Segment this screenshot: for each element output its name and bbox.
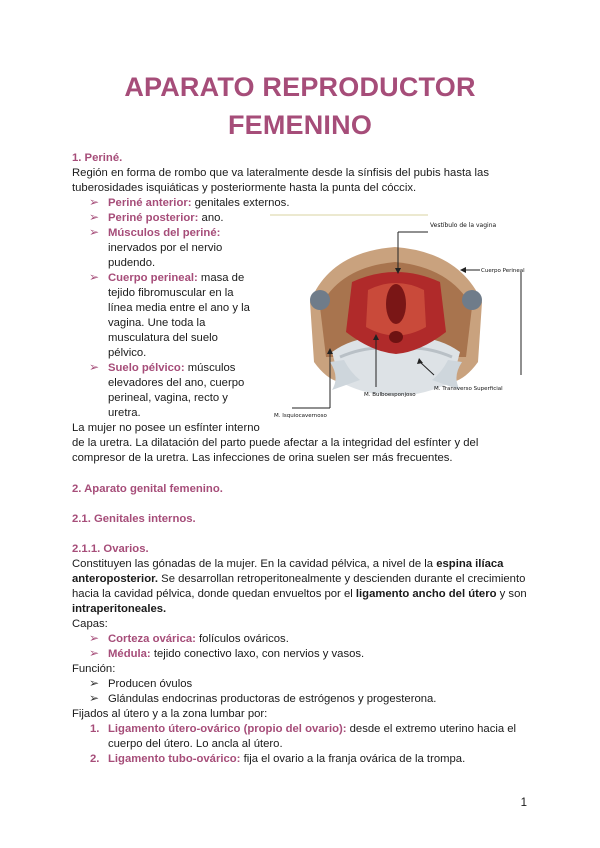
section-heading-aparato-genital: 2. Aparato genital femenino. (72, 483, 223, 495)
capas-label: Capas: (72, 618, 108, 630)
bullet-cuerpo-perineal: Cuerpo perineal: masa de (108, 272, 245, 284)
paragraph-line: cuerpo del útero. Lo ancla al útero. (108, 738, 283, 750)
figure-label-transverso: M. Transverso Superficial (434, 386, 503, 392)
paragraph-line: compresor de la uretra. Las infecciones de orina suelen ser más frecuentes. (72, 452, 453, 464)
bullet-perine-posterior: Periné posterior: ano. (108, 212, 224, 224)
bullet-arrow-outline-icon: ➢ (89, 691, 100, 705)
bullet-arrow-icon: ➢ (89, 631, 100, 645)
paragraph-line: elevadores del ano, cuerpo (108, 377, 245, 389)
paragraph-line: La mujer no posee un esfínter interno (72, 422, 260, 434)
bullet-arrow-icon: ➢ (89, 195, 100, 209)
paragraph-line: pélvico. (108, 347, 147, 359)
bullet-arrow-icon: ➢ (89, 360, 100, 374)
figure-label-bulboesponjoso: M. Bulboesponjoso (364, 392, 416, 398)
bullet-suelo-pelvico: Suelo pélvico: músculos (108, 362, 236, 374)
paragraph-line: vagina. Une toda la (108, 317, 206, 329)
document-title-line-2: FEMENINO (227, 110, 373, 140)
paragraph-line: perineal, vagina, recto y (108, 392, 228, 404)
bullet-producen-ovulos: Producen óvulos (108, 678, 193, 690)
perineum-anatomy-figure (270, 212, 530, 426)
bullet-arrow-icon: ➢ (89, 210, 100, 224)
bullet-arrow-outline-icon: ➢ (89, 676, 100, 690)
figure-label-isquiocavernoso: M. Isquiocavernoso (274, 413, 327, 419)
bullet-arrow-icon: ➢ (89, 646, 100, 660)
numbered-item-ligamento-tubo-ovarico: Ligamento tubo-ovárico: fija el ovario a la franja ovárica de la trompa. (108, 753, 466, 765)
bullet-arrow-icon: ➢ (89, 270, 100, 284)
paragraph-line: de la uretra. La dilatación del parto puede afectar a la integridad del esfínter y del (72, 437, 479, 449)
paragraph-line: anteroposterior. Se desarrollan retroperitonealmente y descienden durante el crecimiento (72, 573, 526, 585)
bullet-glandulas-endocrinas: Glándulas endocrinas productoras de estrógenos y progesterona. (108, 693, 437, 705)
funcion-label: Función: (72, 663, 116, 675)
paragraph-line: Fijados al útero y a la zona lumbar por: (72, 708, 268, 720)
paragraph-line: tejido fibromuscular en la (108, 287, 234, 299)
bullet-medula: Médula: tejido conectivo laxo, con nervios y vasos. (108, 648, 365, 660)
numbered-item-ligamento-utero-ovarico: Ligamento útero-ovárico (propio del ovario): desde el extremo uterino hacia el (108, 723, 517, 735)
paragraph-line: línea media entre el ano y la (108, 302, 250, 314)
paragraph-line: Constituyen las gónadas de la mujer. En la cavidad pélvica, a nivel de la espina ilíaca (72, 558, 504, 570)
list-number: 1. (90, 723, 100, 735)
paragraph-line: hacia la cavidad pélvica, donde quedan envueltos por el ligamento ancho del útero y son (72, 588, 527, 600)
section-heading-perine: 1. Periné. (72, 152, 123, 164)
paragraph-line: uretra. (108, 407, 141, 419)
bullet-musculos-perine: Músculos del periné: (108, 227, 221, 239)
bullet-arrow-icon: ➢ (89, 225, 100, 239)
paragraph-line: inervados por el nervio (108, 242, 223, 254)
paragraph-line: intraperitoneales. (72, 603, 167, 615)
figure-label-cuerpo-perineal: Cuerpo Perineal (481, 268, 525, 274)
page-number: 1 (520, 797, 527, 809)
paragraph-line: Región en forma de rombo que va lateralmente desde la sínfisis del pubis hasta las (72, 167, 489, 179)
figure-label-vestibulo: Vestíbulo de la vagina (430, 222, 497, 229)
section-heading-ovarios: 2.1.1. Ovarios. (72, 543, 149, 555)
section-heading-genitales-internos: 2.1. Genitales internos. (72, 513, 196, 525)
paragraph-line: pudendo. (108, 257, 156, 269)
bullet-corteza-ovarica: Corteza ovárica: folículos ováricos. (108, 633, 289, 645)
list-number: 2. (90, 753, 100, 765)
bullet-perine-anterior: Periné anterior: genitales externos. (108, 197, 290, 209)
paragraph-line: musculatura del suelo (108, 332, 218, 344)
paragraph-line: tuberosidades isquiáticas y posteriormente hasta la punta del cóccix. (72, 182, 417, 194)
document-title-line-1: APARATO REPRODUCTOR (124, 72, 476, 102)
